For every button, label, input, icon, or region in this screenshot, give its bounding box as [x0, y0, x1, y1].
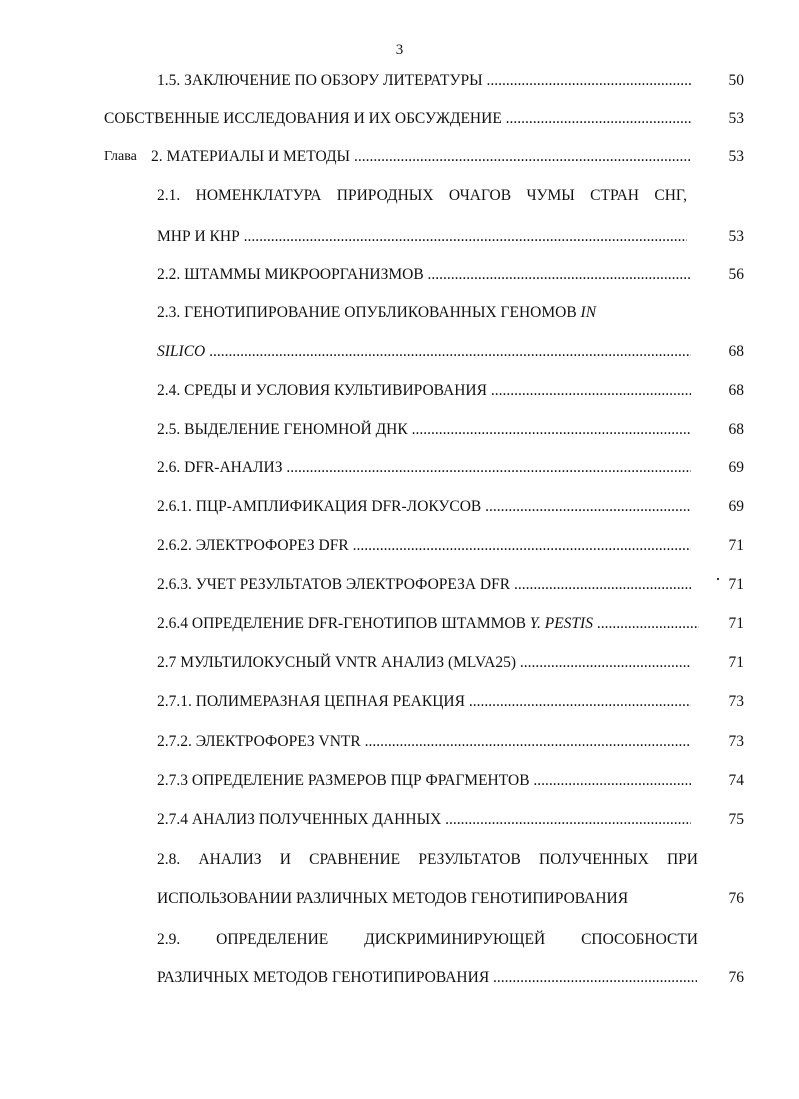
page-number: 3	[395, 42, 404, 58]
toc-entry-text: 2. МАТЕРИАЛЫ И МЕТОДЫ .....	[151, 146, 691, 168]
toc-entry-italic: IN	[580, 304, 597, 321]
toc-entry-italic: Y. PESTIS	[529, 615, 593, 632]
toc-entry-text: 2.1. НОМЕНКЛАТУРА ПРИРОДНЫХ ОЧАГОВ ЧУМЫ СТРАН СНГ,	[157, 187, 687, 204]
toc-entry-2-6-2[interactable]	[157, 535, 691, 557]
toc-entry-2-3-line2[interactable]	[157, 341, 691, 363]
toc-entry-page: 68	[728, 343, 744, 360]
toc-entry-2-3-line1[interactable]	[157, 302, 657, 324]
toc-entry-text: 2.9. ОПРЕДЕЛЕНИЕ ДИСКРИМИНИРУЮЩЕЙ СПОСОБНОСТИ	[157, 931, 698, 948]
toc-entry-text: СОБСТВЕННЫЕ ИССЛЕДОВАНИЯ И ИХ ОБСУЖДЕНИЕ .....	[104, 108, 691, 130]
chapter-label: Глава	[104, 149, 137, 164]
toc-entry-2-7[interactable]	[157, 652, 691, 674]
toc-entry-2-6-3[interactable]	[157, 574, 691, 596]
toc-entry-page: 71	[728, 537, 744, 554]
toc-entry-page: 76	[728, 890, 744, 907]
toc-entry-text: 2.6.4 ОПРЕДЕЛЕНИЕ DFR-ГЕНОТИПОВ ШТАММОВ Y. PESTIS .....	[157, 613, 699, 635]
toc-entry-text: 2.7.4 АНАЛИЗ ПОЛУЧЕННЫХ ДАННЫХ .....	[157, 809, 691, 831]
toc-entry-text	[157, 341, 691, 363]
toc-entry-text: 2.6.1. ПЦР-АМПЛИФИКАЦИЯ DFR-ЛОКУСОВ .....	[157, 496, 691, 518]
toc-entry-2-7-3[interactable]	[157, 770, 691, 792]
toc-entry-page: 76	[728, 969, 744, 986]
toc-entry-text: 2.5. ВЫДЕЛЕНИЕ ГЕНОМНОЙ ДНК .....	[157, 419, 691, 441]
toc-entry-own-research[interactable]	[104, 108, 691, 130]
toc-entry-page: 68	[728, 382, 744, 399]
toc-entry-2-9-line2[interactable]	[157, 967, 697, 989]
toc-entry-text: 2.7.1. ПОЛИМЕРАЗНАЯ ЦЕПНАЯ РЕАКЦИЯ .....	[157, 691, 691, 713]
toc-entry-2-7-1[interactable]	[157, 691, 691, 713]
toc-entry-page: 53	[728, 228, 744, 245]
toc-entry-page: 71	[728, 615, 744, 632]
toc-entry-page: 73	[728, 733, 744, 750]
toc-entry-2-2[interactable]	[157, 264, 691, 286]
toc-entry-2-9-line1[interactable]	[157, 929, 698, 951]
toc-entry-text: 2.3. ГЕНОТИПИРОВАНИЕ ОПУБЛИКОВАННЫХ ГЕНОМОВ IN	[157, 304, 597, 321]
toc-entry-page: 53	[728, 110, 744, 127]
toc-entry-chapter-2[interactable]	[151, 146, 691, 168]
toc-entry-text: 2.6.2. ЭЛЕКТРОФОРЕЗ DFR .....	[157, 535, 691, 557]
toc-entry-page: 68	[728, 421, 744, 438]
toc-entry-2-1-line2[interactable]	[157, 226, 687, 248]
toc-entry-text: МНР И КНР .....	[157, 226, 687, 248]
toc-entry-2-1-line1[interactable]	[157, 185, 687, 207]
toc-entry-page: 71	[728, 654, 744, 671]
toc-entry-page: 56	[728, 266, 744, 283]
toc-entry-italic: SILICO	[157, 343, 206, 360]
toc-entry-2-8-line2[interactable]	[157, 888, 698, 910]
toc-entry-2-6[interactable]	[157, 457, 691, 479]
toc-entry-text: 2.4. СРЕДЫ И УСЛОВИЯ КУЛЬТИВИРОВАНИЯ .....	[157, 380, 691, 402]
toc-entry-2-8-line1[interactable]	[157, 849, 698, 871]
toc-entry-2-7-4[interactable]	[157, 809, 691, 831]
toc-entry-2-7-2[interactable]	[157, 731, 691, 753]
toc-entry-text: 2.7 МУЛЬТИЛОКУСНЫЙ VNTR АНАЛИЗ (MLVA25) .....	[157, 652, 691, 674]
toc-entry-2-4[interactable]	[157, 380, 691, 402]
toc-entry-page: 69	[728, 459, 744, 476]
toc-entry-page: 53	[728, 148, 744, 165]
toc-entry-page: 73	[728, 693, 744, 710]
toc-entry-page: 74	[728, 772, 744, 789]
toc-entry-text: ИСПОЛЬЗОВАНИИ РАЗЛИЧНЫХ МЕТОДОВ ГЕНОТИПИРОВАНИЯ	[157, 890, 629, 907]
toc-entry-page: 69	[728, 498, 744, 515]
toc-entry-page: 75	[728, 811, 744, 828]
toc-entry-text: 2.7.3 ОПРЕДЕЛЕНИЕ РАЗМЕРОВ ПЦР ФРАГМЕНТОВ .....	[157, 770, 691, 792]
toc-entry-2-5[interactable]	[157, 419, 691, 441]
toc-entry-text: 1.5. ЗАКЛЮЧЕНИЕ ПО ОБЗОРУ ЛИТЕРАТУРЫ .....	[157, 70, 691, 92]
toc-entry-text: 2.6. DFR-АНАЛИЗ .....	[157, 457, 691, 479]
toc-entry-2-6-4[interactable]	[157, 613, 699, 635]
toc-entry-text: 2.2. ШТАММЫ МИКРООРГАНИЗМОВ .....	[157, 264, 691, 286]
toc-entry-text: РАЗЛИЧНЫХ МЕТОДОВ ГЕНОТИПИРОВАНИЯ .....	[157, 967, 697, 989]
toc-entry-text: 2.6.3. УЧЕТ РЕЗУЛЬТАТОВ ЭЛЕКТРОФОРЕЗА DFR .....	[157, 574, 691, 596]
toc-entry-page: 71	[728, 576, 744, 593]
toc-entry-page: 50	[728, 72, 744, 89]
toc-entry-text: 2.7.2. ЭЛЕКТРОФОРЕЗ VNTR .....	[157, 731, 691, 753]
toc-entry-text: 2.8. АНАЛИЗ И СРАВНЕНИЕ РЕЗУЛЬТАТОВ ПОЛУЧЕННЫХ ПРИ	[157, 851, 698, 868]
toc-entry-1-5[interactable]	[157, 70, 691, 92]
toc-entry-2-6-1[interactable]	[157, 496, 691, 518]
